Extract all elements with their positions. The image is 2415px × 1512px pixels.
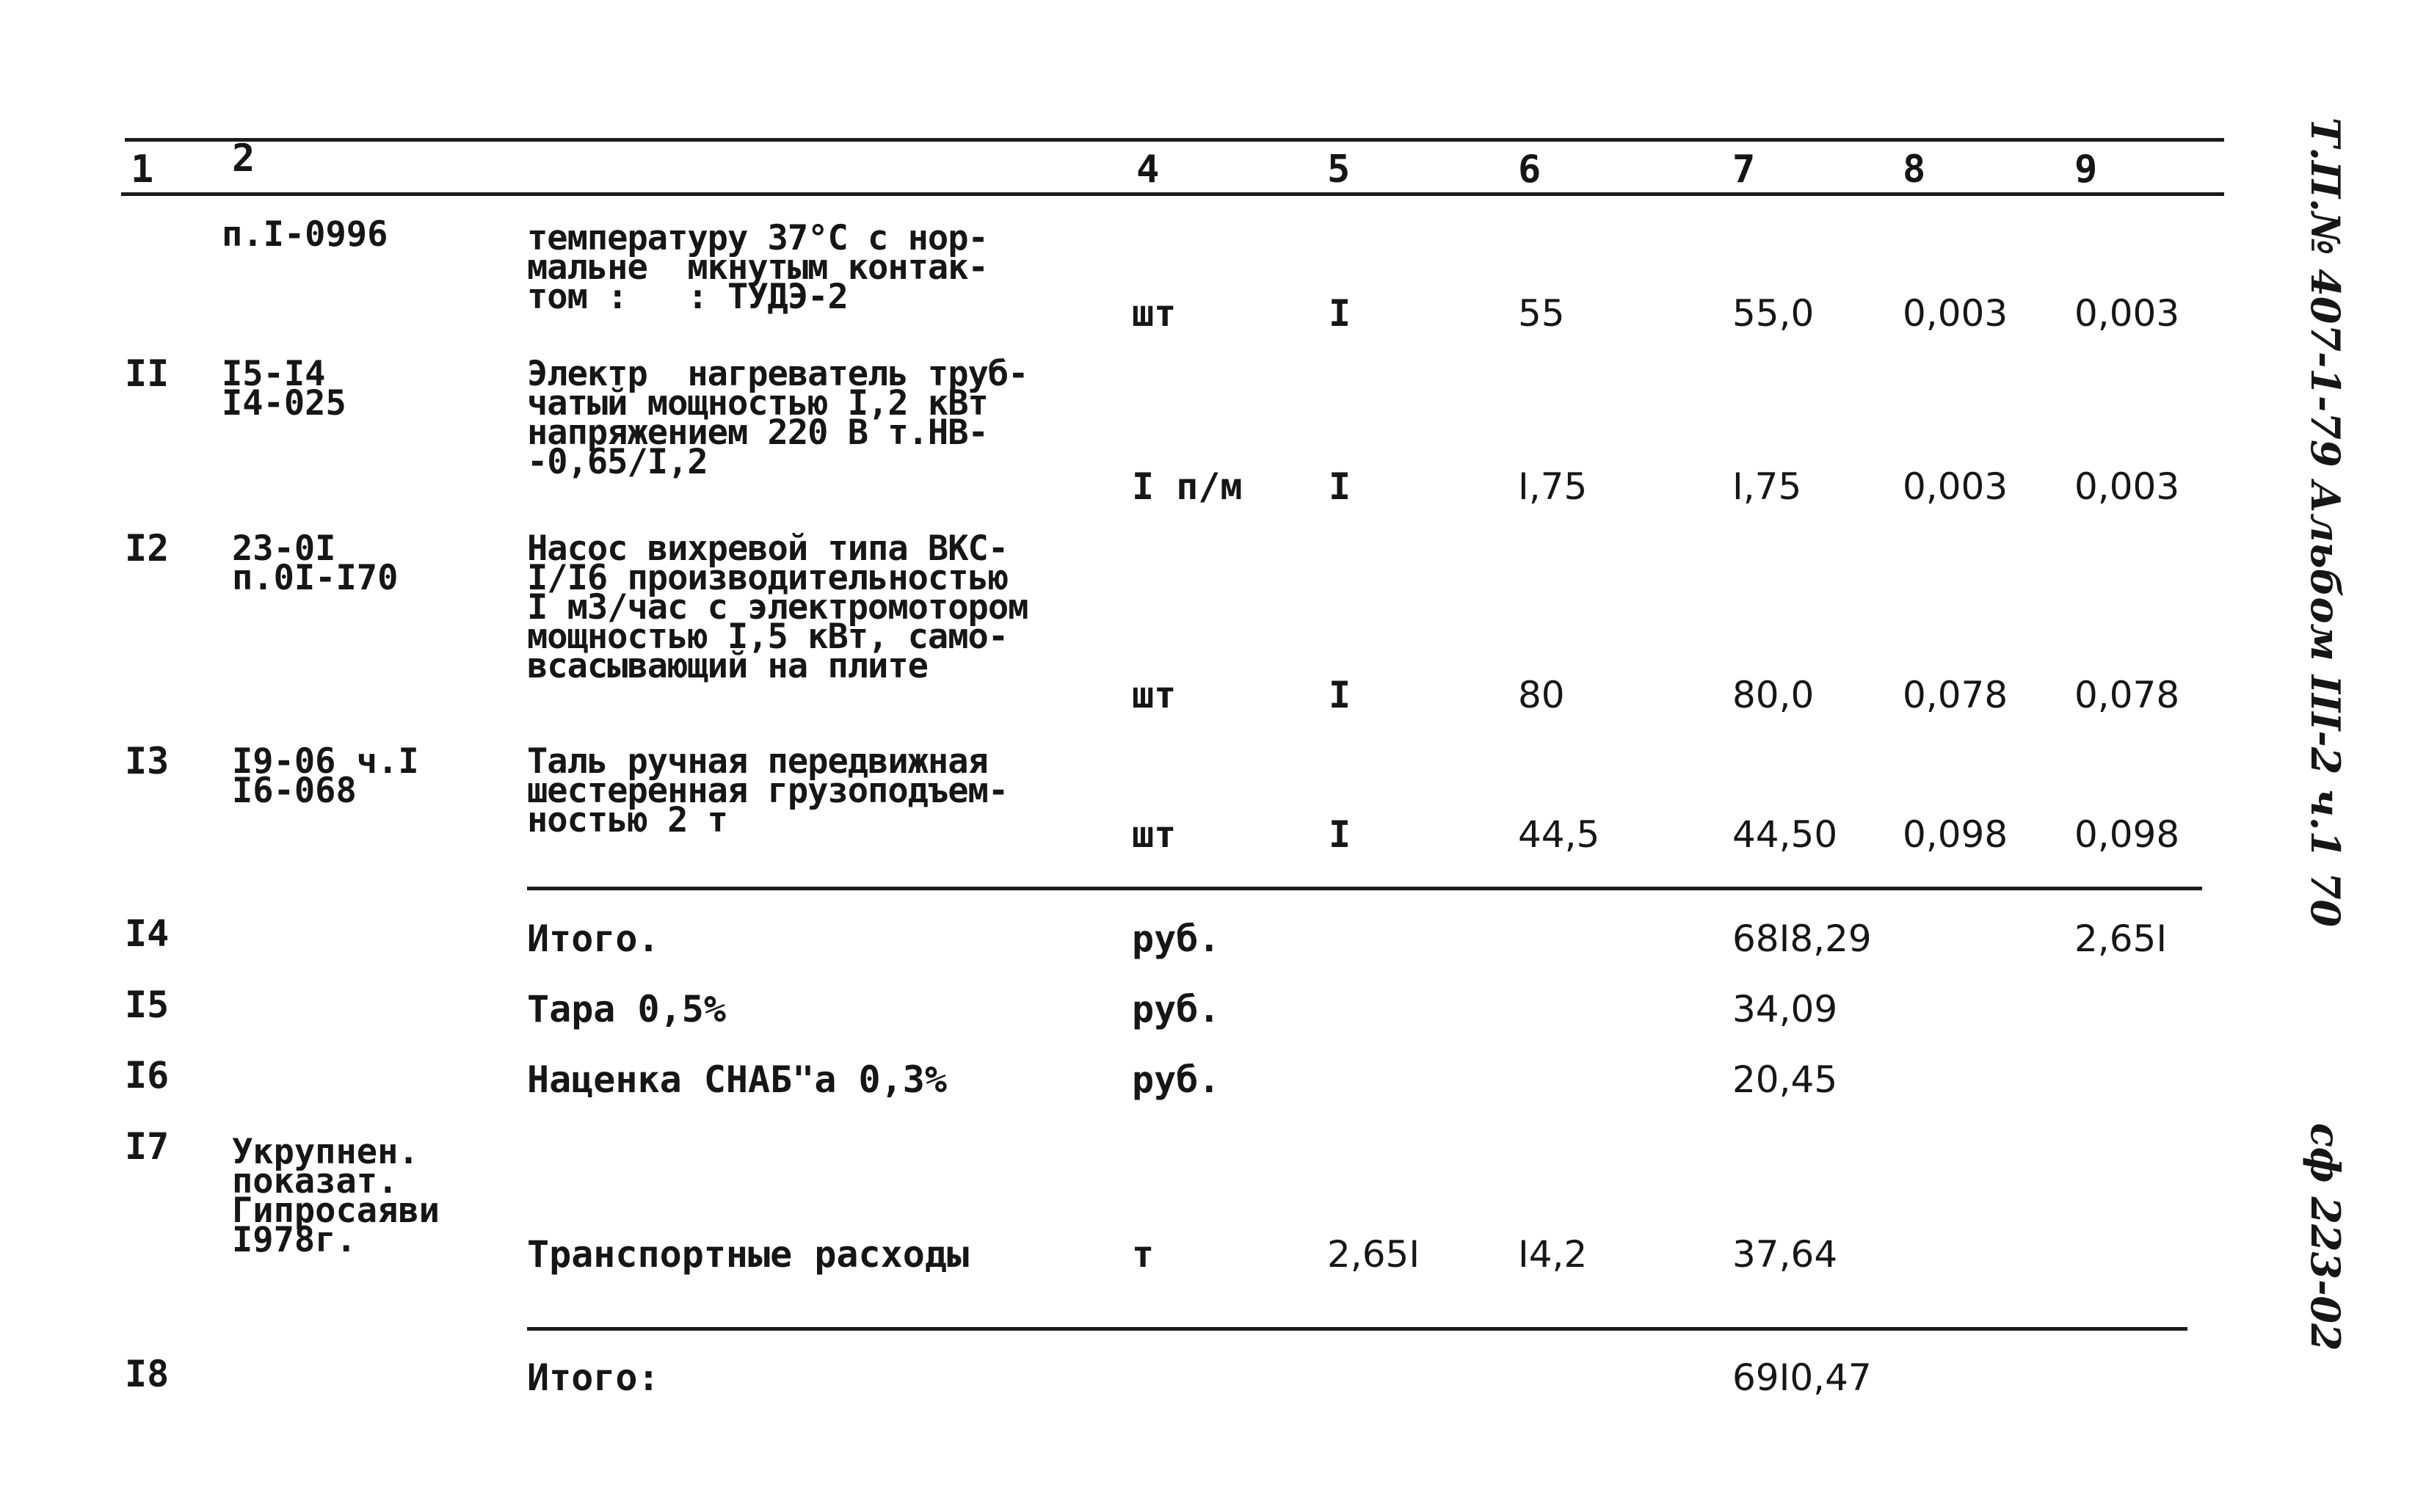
- row-price: 80: [1518, 674, 1565, 716]
- row-weight-unit: 0,098: [1903, 813, 2008, 856]
- row-weight-total: 0,003: [2074, 292, 2180, 335]
- col-header-5: 5: [1327, 148, 1351, 192]
- row-weight-total: 0,003: [2074, 465, 2180, 508]
- row-qty: I: [1329, 465, 1351, 508]
- summary-unit: руб.: [1132, 917, 1221, 960]
- row-total: 44,50: [1732, 813, 1838, 856]
- summary-weight: 2,65I: [2074, 917, 2168, 960]
- row-weight-unit: 0,003: [1903, 465, 2008, 508]
- summary-number: I6: [125, 1054, 170, 1097]
- summary-qty: 2,65I: [1327, 1233, 1420, 1276]
- total-rule: [527, 1327, 2187, 1331]
- margin-note-reference: Т.П.№ 407-1-79 Альбом III-2 ч.1 70: [2302, 117, 2349, 928]
- row-weight-total: 0,078: [2074, 674, 2180, 716]
- row-code: п.I-0996: [222, 214, 388, 255]
- col-header-2: 2: [232, 137, 255, 181]
- row-number: II: [125, 352, 170, 395]
- row-total: 55,0: [1732, 292, 1815, 335]
- row-number: I2: [125, 527, 170, 570]
- summary-number: I7: [125, 1125, 170, 1168]
- col-header-1: 1: [131, 148, 154, 192]
- row-qty: I: [1329, 674, 1351, 716]
- summary-total: 20,45: [1732, 1058, 1838, 1101]
- row-total: I,75: [1732, 465, 1802, 508]
- row-weight-unit: 0,078: [1903, 674, 2008, 716]
- row-price: 44,5: [1518, 813, 1600, 856]
- row-qty: I: [1329, 292, 1351, 335]
- row-code: I9-06 ч.I I6-068: [232, 741, 419, 811]
- summary-source: Укрупнен. показат. Гипросаяви I978г.: [232, 1132, 440, 1260]
- row-weight-unit: 0,003: [1903, 292, 2008, 335]
- row-description: Электр нагреватель труб- чатый мощностью I,2 кВт напряжением 220 В т.НВ- -0,65/I,2: [527, 354, 1028, 482]
- subtotal-rule: [527, 887, 2202, 890]
- summary-unit: руб.: [1132, 1058, 1221, 1101]
- top-rule: [125, 138, 2224, 142]
- col-header-6: 6: [1518, 148, 1541, 192]
- col-header-4: 4: [1136, 148, 1160, 192]
- col-header-7: 7: [1732, 148, 1756, 192]
- summary-unit: т: [1132, 1233, 1155, 1276]
- summary-label: Транспортные расходы: [527, 1233, 970, 1276]
- summary-price: I4,2: [1518, 1233, 1588, 1276]
- row-total: 80,0: [1732, 674, 1815, 716]
- summary-total: 69I0,47: [1732, 1356, 1872, 1399]
- margin-note-sheet: сф 223-02: [2302, 1123, 2349, 1351]
- col-header-9: 9: [2074, 148, 2098, 192]
- row-code: I5-I4 I4-025: [222, 354, 346, 424]
- summary-label: Итого.: [527, 917, 660, 960]
- row-price: I,75: [1518, 465, 1588, 508]
- row-qty: I: [1329, 813, 1351, 856]
- col-header-8: 8: [1903, 148, 1926, 192]
- summary-label: Итого:: [527, 1356, 660, 1399]
- row-price: 55: [1518, 292, 1565, 335]
- row-description: Таль ручная передвижная шестеренная грузоподъем- ностью 2 т: [527, 741, 1009, 840]
- summary-label: Наценка СНАБ"а 0,3%: [527, 1058, 947, 1101]
- summary-number: I4: [125, 912, 170, 955]
- summary-total: 34,09: [1732, 988, 1838, 1031]
- summary-total: 37,64: [1732, 1233, 1838, 1276]
- summary-total: 68I8,29: [1732, 917, 1872, 960]
- row-unit: шт: [1132, 292, 1177, 335]
- summary-number: I5: [125, 984, 170, 1026]
- row-code: 23-0I п.0I-I70: [232, 528, 399, 598]
- row-unit: шт: [1132, 674, 1177, 716]
- summary-unit: руб.: [1132, 988, 1221, 1031]
- row-description: Насос вихревой типа ВКС- I/I6 производительностью I м3/час с электромотором мощностью I,5 кВт, само- всасывающий на плите: [527, 528, 1028, 686]
- row-description: температуру 37°С с нор- мальне мкнутым контак- том : : ТУДЭ-2: [527, 218, 988, 317]
- row-unit: I п/м: [1132, 465, 1243, 508]
- row-number: I3: [125, 740, 170, 782]
- summary-number: I8: [125, 1353, 170, 1395]
- header-rule: [121, 192, 2224, 196]
- row-unit: шт: [1132, 813, 1177, 856]
- row-weight-total: 0,098: [2074, 813, 2180, 856]
- summary-label: Тара 0,5%: [527, 988, 726, 1031]
